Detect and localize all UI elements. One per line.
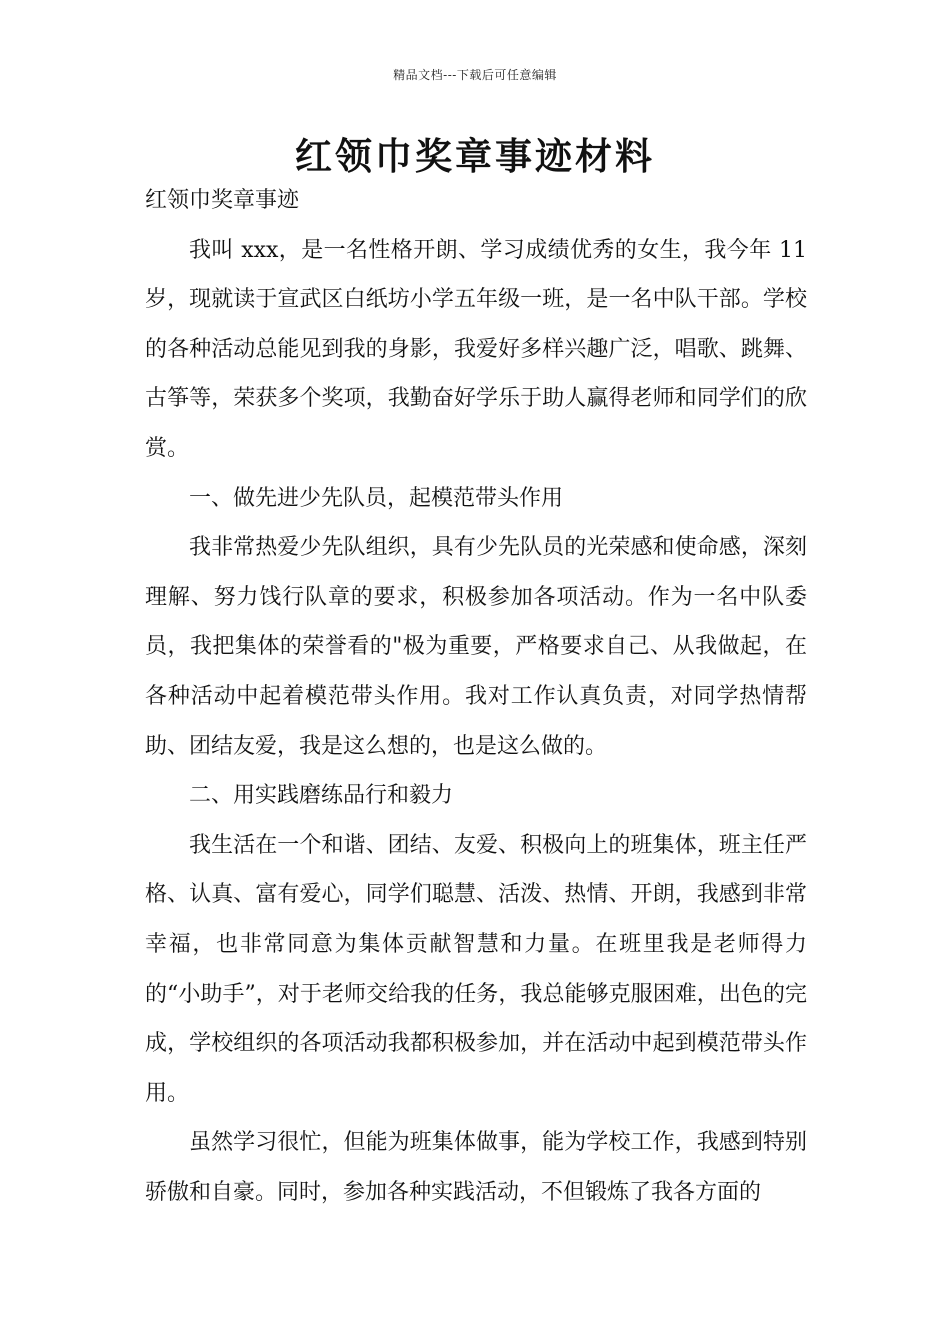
paragraph-section-2-continued: 虽然学习很忙，但能为班集体做事，能为学校工作，我感到特别骄傲和自豪。同时，参加各种实践活动，不但锻炼了我各方面的	[145, 1130, 807, 1205]
section-heading-2: 二、用实践磨练品行和毅力	[189, 783, 454, 809]
paragraph-intro: 我叫 xxx，是一名性格开朗、学习成绩优秀的女生，我今年 11 岁，现就读于宣武区白纸坊小学五年级一班，是一名中队干部。学校的各种活动总能见到我的身影，我爱好多样兴趣广泛，唱歌、跳舞、古筝等，荣获多个奖项，我勤奋好学乐于助人赢得老师和同学们的欣赏。	[145, 237, 807, 461]
document-title: 红领巾奖章事迹材料	[295, 134, 655, 178]
paragraph-section-2: 我生活在一个和谐、团结、友爱、积极向上的班集体，班主任严格、认真、富有爱心，同学们聪慧、活泼、热情、开朗，我感到非常幸福，也非常同意为集体贡献智慧和力量。在班里我是老师得力的“小助手”，对于老师交给我的任务，我总能够克服困难，出色的完成，学校组织的各项活动我都积极参加，并在活动中起到模范带头作用。	[145, 832, 807, 1106]
paragraph-section-1: 我非常热爱少先队组织，具有少先队员的光荣感和使命感，深刻理解、努力饯行队章的要求，积极参加各项活动。作为一名中队委员，我把集体的荣誉看的"极为重要，严格要求自己、从我做起，在各种活动中起着模范带头作用。我对工作认真负责，对同学热情帮助、团结友爱，我是这么想的，也是这么做的。	[145, 535, 807, 759]
header-note: 精品文档---下载后可任意编辑	[393, 68, 557, 82]
document-body	[145, 176, 807, 1217]
section-heading-1: 一、做先进少先队员，起模范带头作用	[189, 485, 564, 511]
document-subtitle: 红领巾奖章事迹	[145, 188, 300, 213]
